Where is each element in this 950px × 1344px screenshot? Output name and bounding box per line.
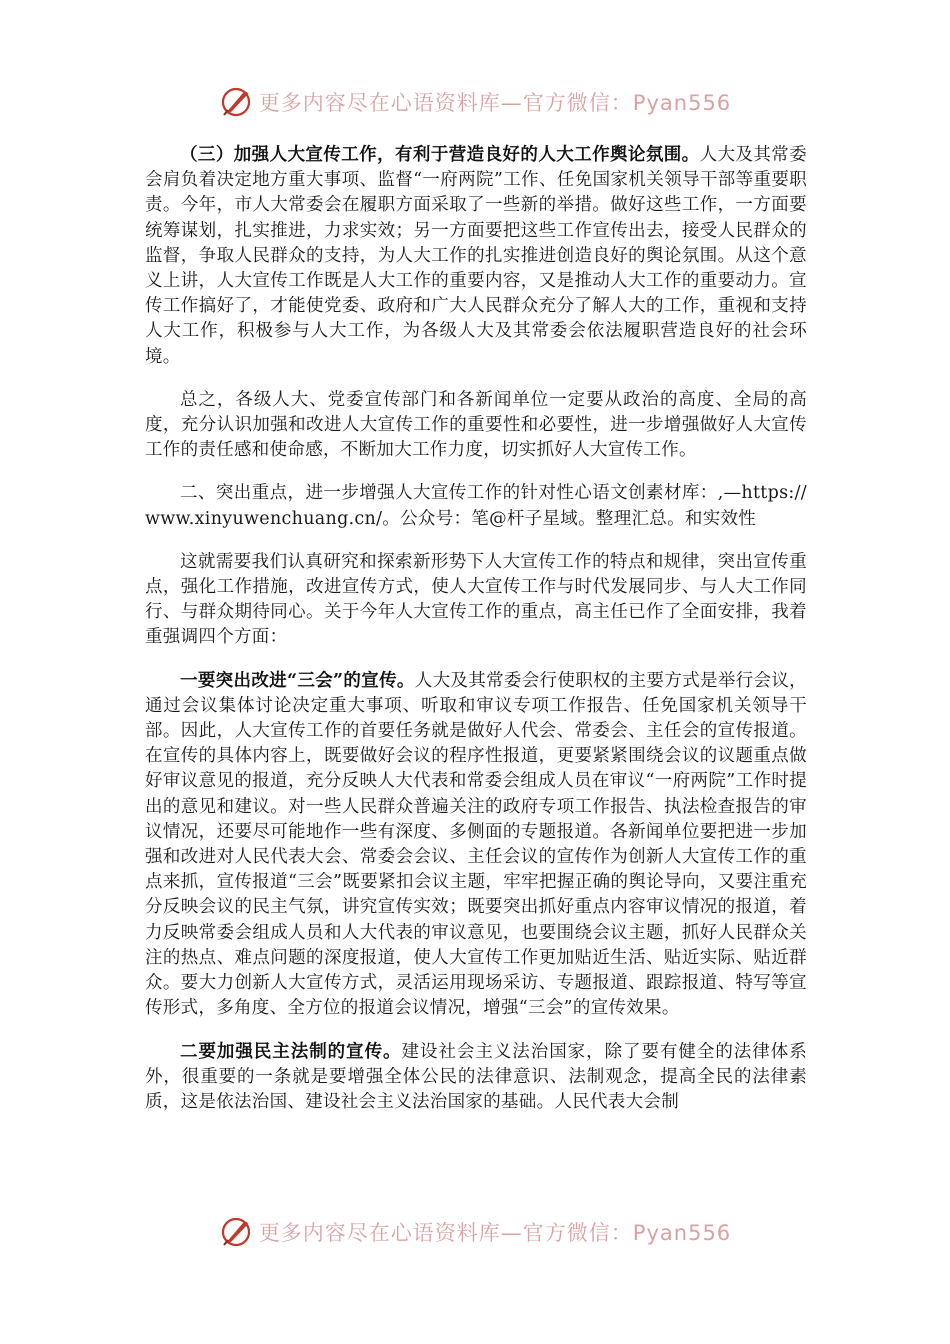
quill-pen-logo-icon [219,85,253,119]
paragraph-heading: 一要突出改进“三会”的宣传。 [180,670,415,691]
watermark-text: 更多内容尽在心语资料库—官方微信：Pyan556 [258,1221,732,1245]
paragraph-heading: 二要加强民主法制的宣传。 [180,1041,402,1062]
watermark-banner-top [0,80,950,124]
paragraph-text: 人大及其常委会肩负着决定地方重大事项、监督“一府两院”工作、任免国家机关领导干部等重要职责。今年，市人大常委会在履职方面采取了一些新的举措。做好这些工作，一方面要统筹谋划，扎实推进，力求实效；另一方面要把这些工作宣传出去，接受人民群众的监督，争取人民群众的支持，为人大工作的扎实推进创造良好的舆论氛围。从这个意义上讲，人大宣传工作既是人大工作的重要内容，又是推动人大工作的重要动力。宣传工作搞好了，才能使党委、政府和广大人民群众充分了解人大的工作，重视和支持人大工作，积极参与人大工作，为各级人大及其常委会依法履职营造良好的社会环境。 [145,145,807,367]
paragraph [145,481,807,531]
quill-pen-logo-icon [219,1215,253,1249]
paragraph [145,550,807,651]
paragraph [145,1040,807,1116]
paragraph-text: 二、突出重点，进一步增强人大宣传工作的针对性心语文创素材库：,—https://www.xinyuwenchuang.cn/。公众号：笔@杆子星域。整理汇总。和实效性 [145,483,807,529]
watermark-text: 更多内容尽在心语资料库—官方微信：Pyan556 [258,91,732,115]
paragraph-text: 人大及其常委会行使职权的主要方式是举行会议，通过会议集体讨论决定重大事项、听取和审议专项工作报告、任免国家机关领导干部。因此，人大宣传工作的首要任务就是做好人代会、常委会、主任会的宣传报道。在宣传的具体内容上，既要做好会议的程序性报道，更要紧紧围绕会议的议题重点做好审议意见的报道，充分反映人大代表和常委会组成人员在审议“一府两院”工作时提出的意见和建议。对一些人民群众普遍关注的政府专项工作报告、执法检查报告的审议情况，还要尽可能地作一些有深度、多侧面的专题报道。各新闻单位要把进一步加强和改进对人民代表大会、常委会会议、主任会议的宣传作为创新人大宣传工作的重点来抓，宣传报道“三会”既要紧扣会议主题，牢牢把握正确的舆论导向，又要注重充分反映会议的民主气氛，讲究宣传实效；既要突出抓好重点内容审议情况的报道，着力反映常委会组成人员和人大代表的审议意见，也要围绕会议主题，抓好人民群众关注的热点、难点问题的深度报道，使人大宣传工作更加贴近生活、贴近实际、贴近群众。要大力创新人大宣传方式，灵活运用现场采访、专题报道、跟踪报道、特写等宣传形式，多角度、全方位的报道会议情况，增强“三会”的宣传效果。 [145,670,807,1019]
paragraph-heading: （三）加强人大宣传工作，有利于营造良好的人大工作舆论氛围。 [180,145,700,165]
paragraph [145,143,807,370]
paragraph [145,669,807,1022]
paragraph [145,388,807,464]
paragraph-text: 这就需要我们认真研究和探索新形势下人大宣传工作的特点和规律，突出宣传重点，强化工作措施，改进宣传方式，使人大宣传工作与时代发展同步、与人大工作同行、与群众期待同心。关于今年人大宣传工作的重点，高主任已作了全面安排，我着重强调四个方面： [145,551,807,648]
paragraph-text: 总之，各级人大、党委宣传部门和各新闻单位一定要从政治的高度、全局的高度，充分认识加强和改进人大宣传工作的重要性和必要性，进一步增强做好人大宣传工作的责任感和使命感，不断加大工作力度，切实抓好人大宣传工作。 [145,389,807,461]
watermark-banner-bottom [0,1210,950,1254]
document-body [145,143,807,1133]
paragraph-text: 建设社会主义法治国家，除了要有健全的法律体系外，很重要的一条就是要增强全体公民的法律意识、法制观念，提高全民的法律素质，这是依法治国、建设社会主义法治国家的基础。人民代表大会制 [145,1041,807,1112]
